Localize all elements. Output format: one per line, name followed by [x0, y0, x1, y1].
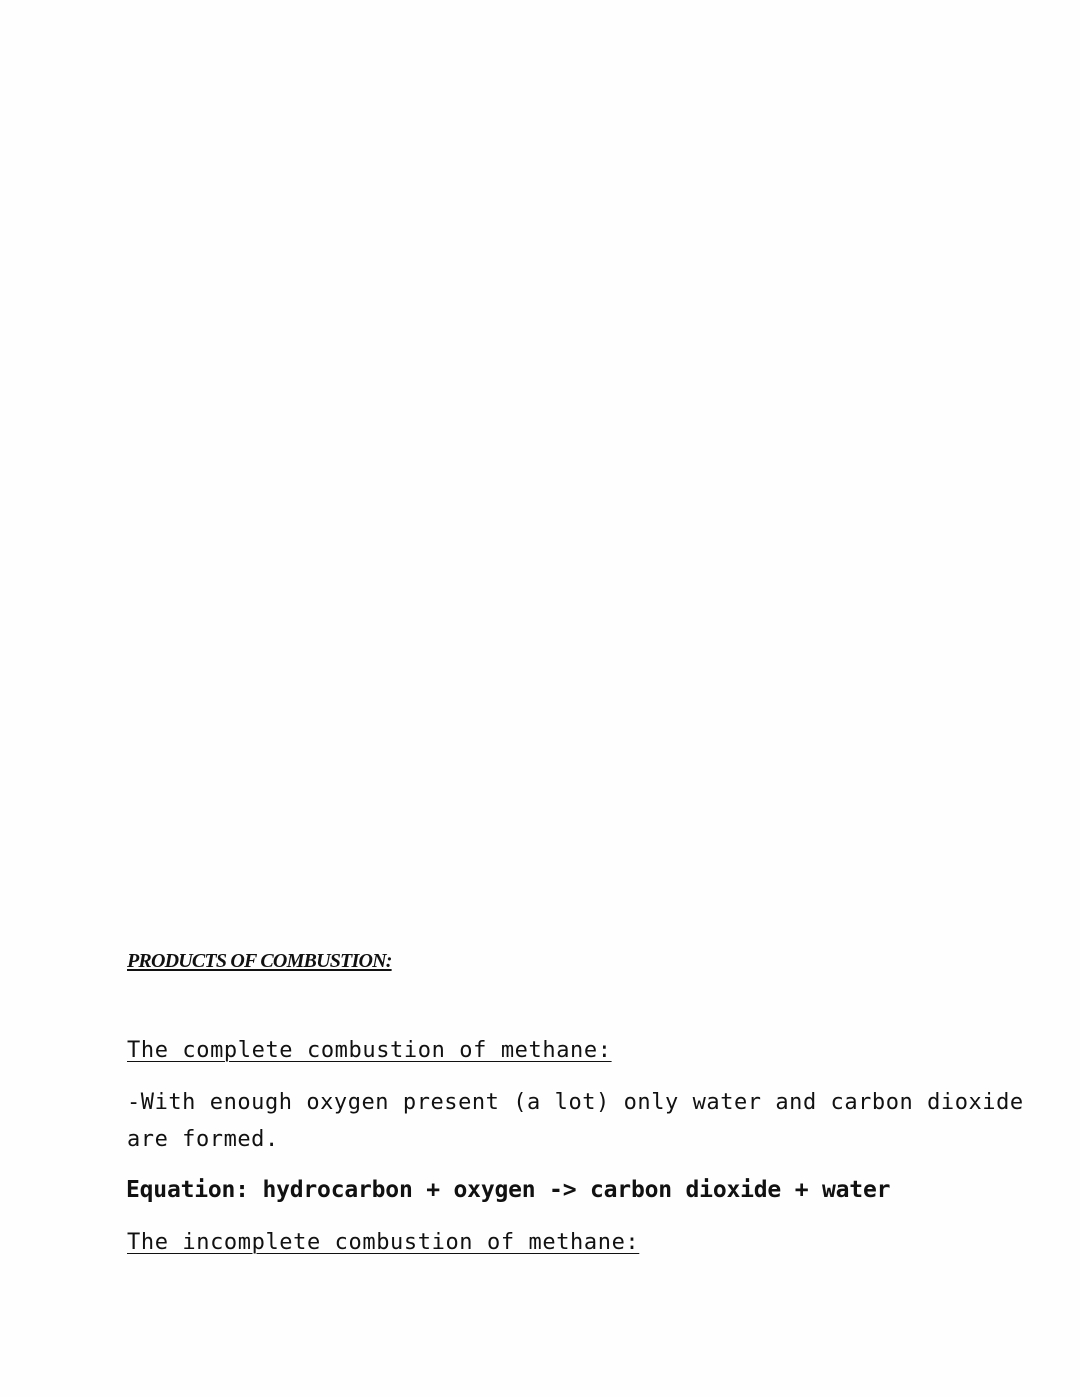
- complete-combustion-subheading: The complete combustion of methane:: [127, 1038, 612, 1063]
- complete-combustion-text-line-1: -With enough oxygen present (a lot) only water and carbon dioxide: [127, 1090, 1024, 1115]
- combustion-equation: Equation: hydrocarbon + oxygen -> carbon dioxide + water: [126, 1177, 891, 1203]
- complete-combustion-text-line-2: are formed.: [127, 1127, 279, 1152]
- incomplete-combustion-subheading: The incomplete combustion of methane:: [127, 1230, 640, 1255]
- section-heading: PRODUCTS OF COMBUSTION:: [127, 950, 392, 972]
